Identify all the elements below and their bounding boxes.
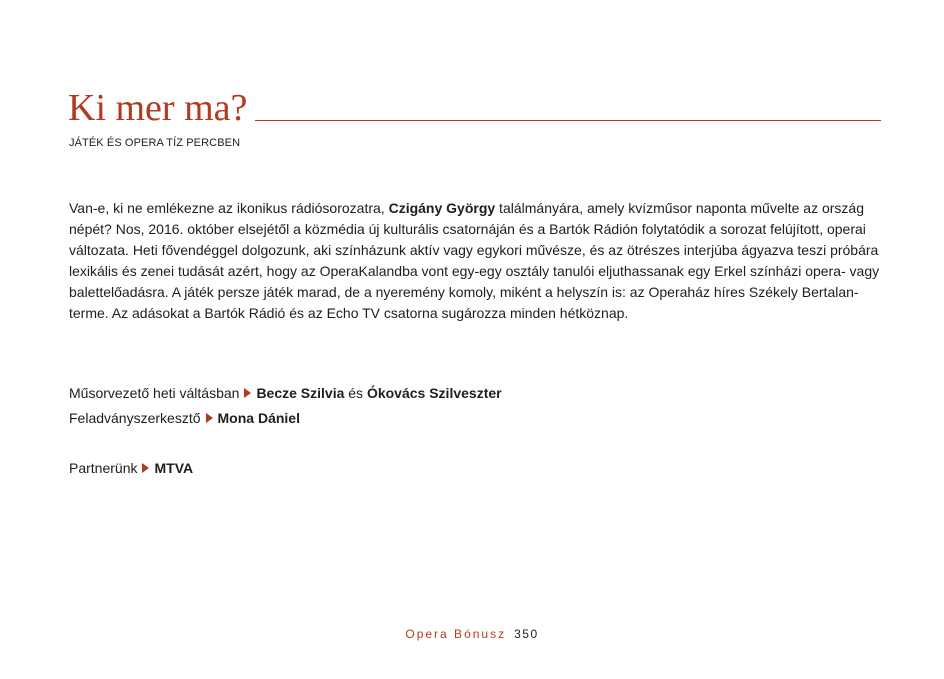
footer-label: Opera Bónusz — [405, 627, 507, 641]
triangle-arrow-icon — [206, 413, 213, 423]
host-name-2: Ókovács Szilveszter — [366, 385, 502, 401]
partner-credit — [69, 458, 193, 479]
title-row — [68, 88, 881, 128]
editor-label: Feladványszerkesztő — [69, 410, 201, 426]
host-credit — [69, 383, 502, 404]
page-number: 350 — [514, 627, 539, 641]
host-label: Műsorvezető heti váltásban — [69, 385, 240, 401]
host-conjunction: és — [348, 385, 364, 401]
body-bold-name: Czigány György — [388, 200, 496, 216]
host-name-1: Becze Szilvia — [256, 385, 345, 401]
page-subtitle: JÁTÉK ÉS OPERA TÍZ PERCBEN — [69, 137, 241, 149]
page-title: Ki mer ma? — [68, 87, 248, 129]
triangle-arrow-icon — [142, 463, 149, 473]
triangle-arrow-icon — [244, 388, 251, 398]
body-text-part-1: Van-e, ki ne emlékezne az ikonikus rádiósorozatra, — [69, 200, 389, 216]
editor-name: Mona Dániel — [217, 410, 300, 426]
body-text-part-2: találmányára, amely kvízműsor naponta művelte az ország népét? Nos, 2016. október elsejétől a közmédia új kulturális csatornáján és a Bartók Rádión folytatódik a sorozat felújított, operai változata. Heti fővendéggel dolgozunk, aki színházunk aktív vagy egykori művésze, és az ötrészes interjúba ágyazva teszi próbára lexikális és zenei tudását azért, hogy az OperaKalandba vont egy-egy osztály tanulói eljuthassanak egy Erkel színházi opera- vagy balettelőadásra. A játék persze játék marad, de a nyeremény komoly, miként a helyszín is: az Operaház híres Székely Bertalan-terme. Az adásokat a Bartók Rádió és az Echo TV csatorna sugározza minden hétköznap. — [69, 200, 880, 321]
title-rule — [255, 120, 881, 121]
partner-name: MTVA — [154, 460, 194, 476]
body-paragraph — [69, 198, 881, 324]
page-footer — [0, 627, 944, 641]
editor-credit — [69, 408, 300, 429]
partner-label: Partnerünk — [69, 460, 138, 476]
